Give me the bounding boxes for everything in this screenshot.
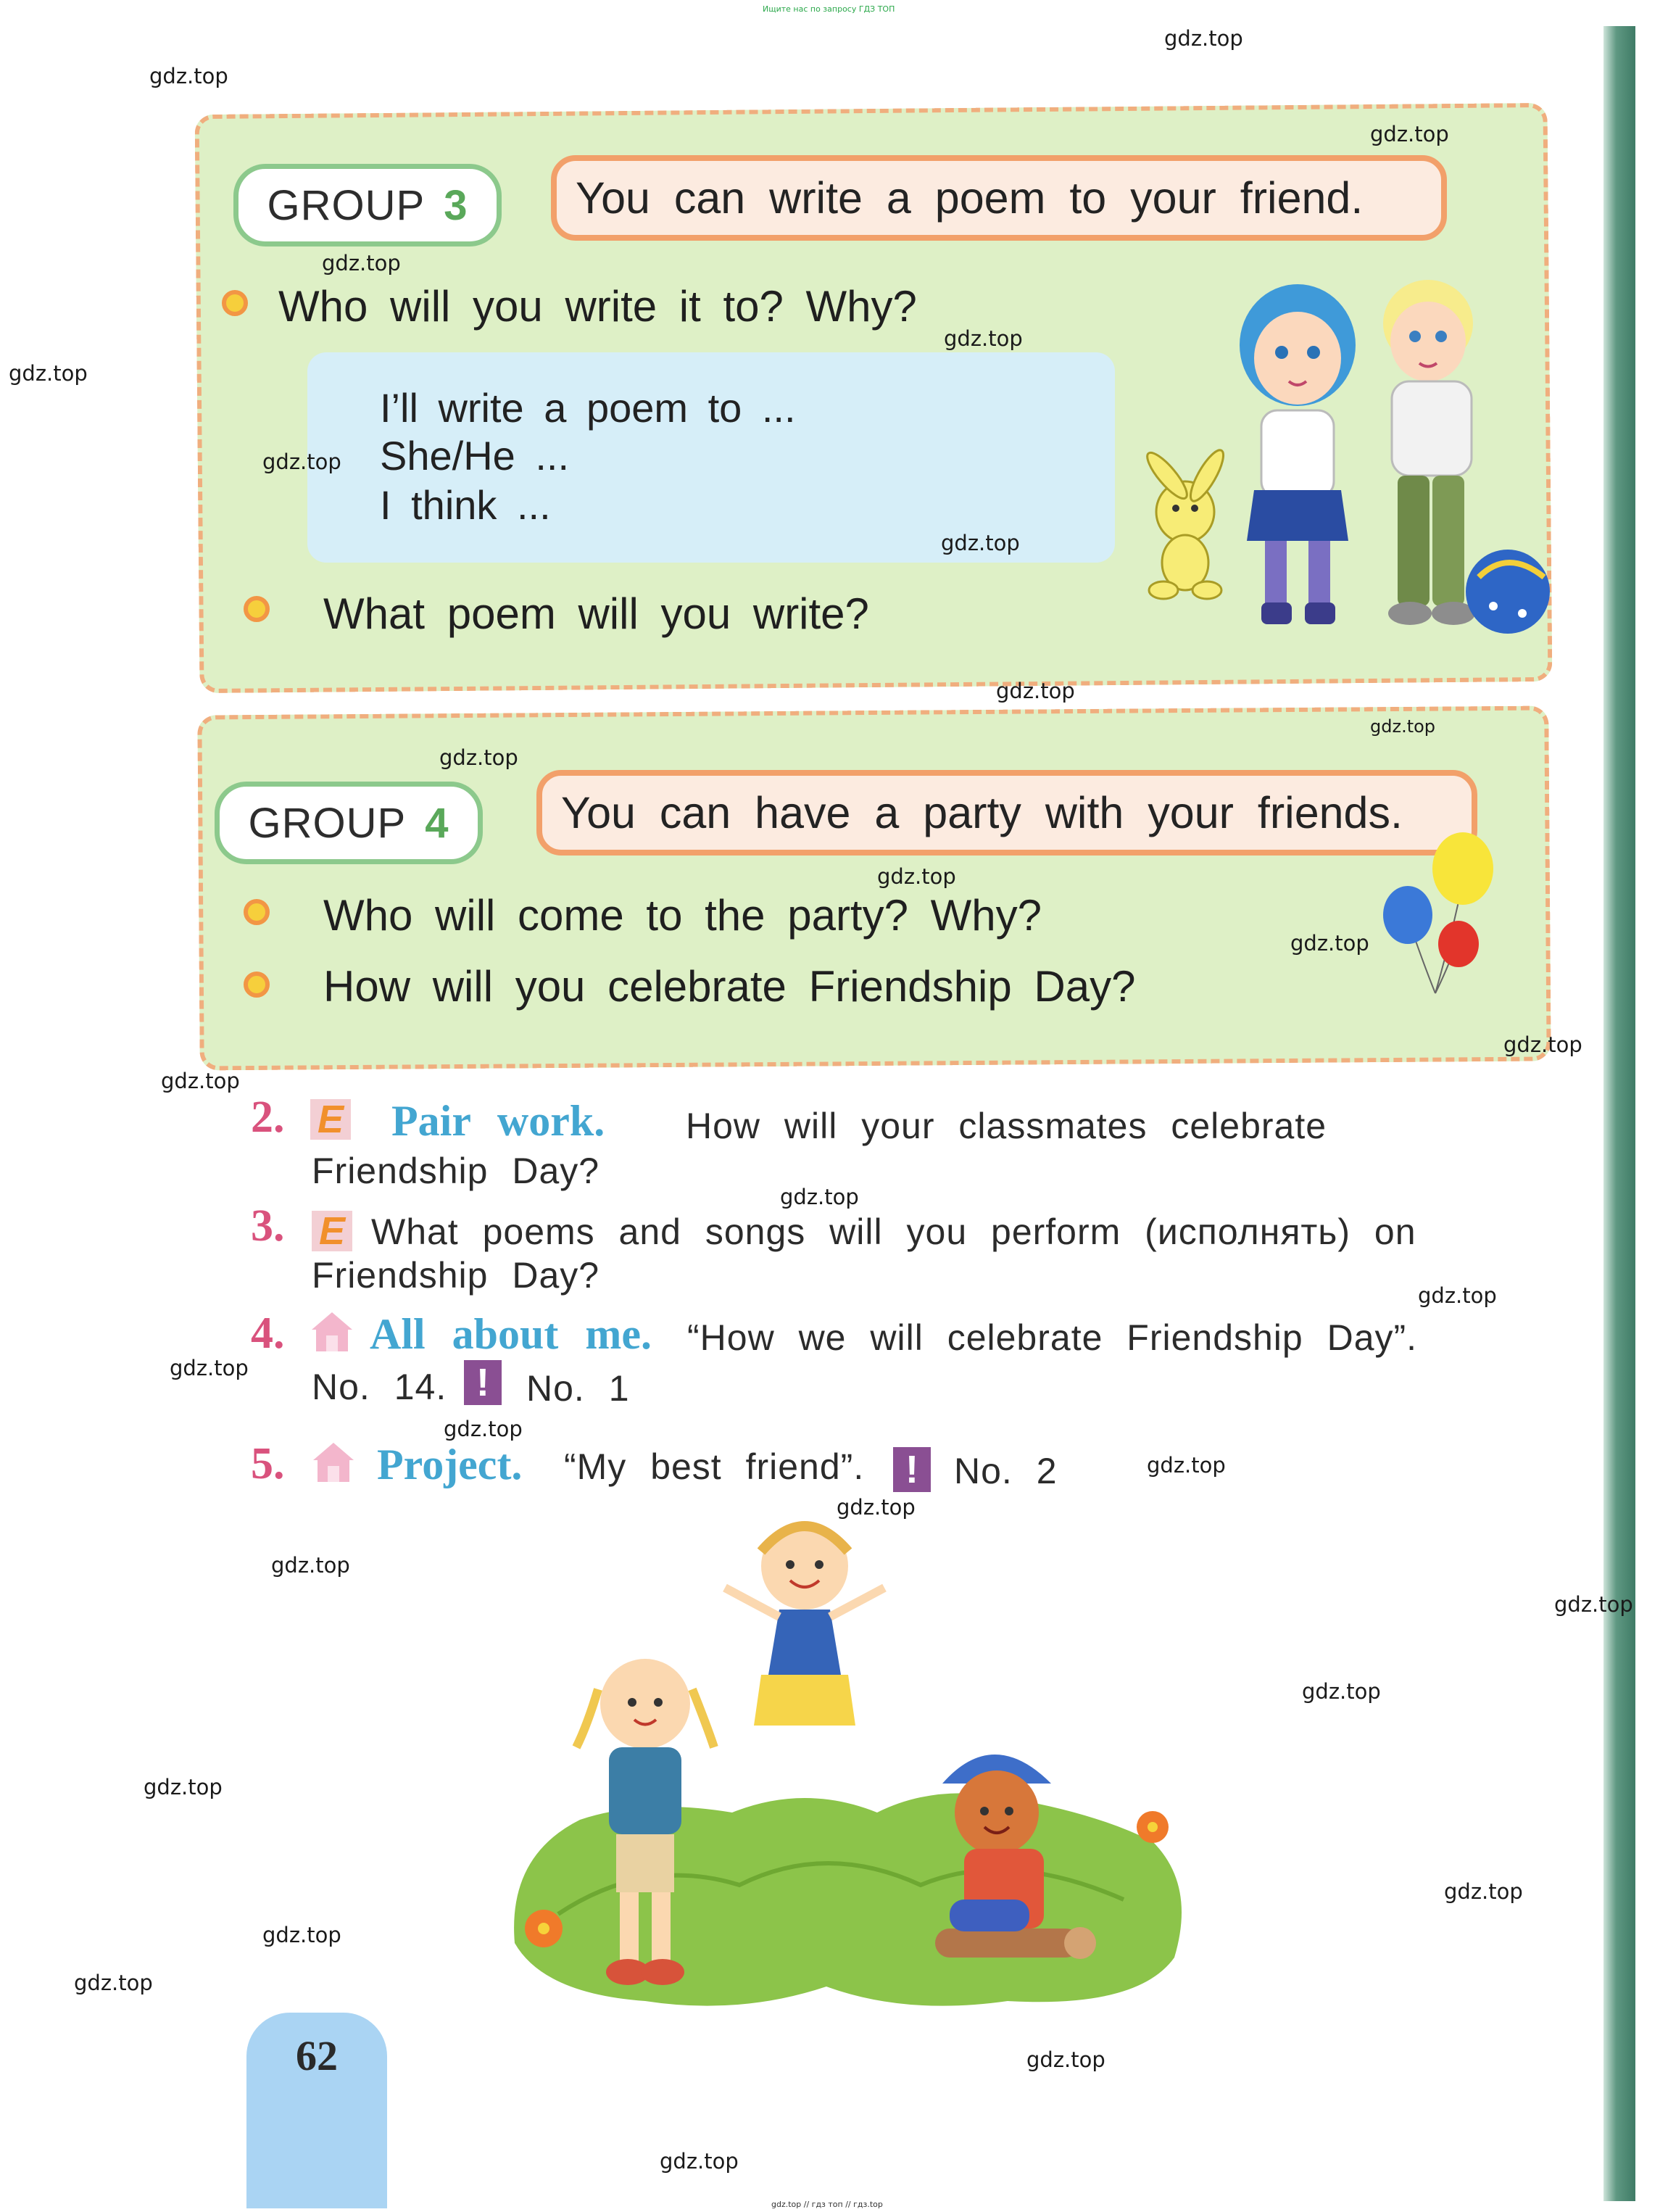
e-icon-letter: E <box>319 1209 346 1253</box>
bottom-notice: gdz.top // гдз топ // гдз.top <box>771 2200 883 2209</box>
balloons-icon <box>1377 827 1508 1001</box>
exercise-4-heading: All about me. <box>370 1310 652 1358</box>
watermark: gdz.top <box>1026 2047 1105 2072</box>
watermark: gdz.top <box>262 450 341 474</box>
watermark: gdz.top <box>1444 1879 1523 1904</box>
watermark: gdz.top <box>9 361 88 386</box>
page-number: 62 <box>296 2032 338 2079</box>
group3-banner-text: You can write a poem to your friend. <box>576 173 1364 223</box>
ball <box>1466 550 1550 634</box>
watermark: gdz.top <box>780 1185 859 1209</box>
exercise-4-number: 4. <box>251 1309 285 1358</box>
watermark: gdz.top <box>660 2149 739 2174</box>
group3-question-1: Who will you write it to? Why? <box>278 282 917 331</box>
group4-badge-word: GROUP <box>248 799 407 847</box>
group3-prompt-2: She/He ... <box>380 433 570 479</box>
children-illustration <box>1116 273 1551 642</box>
top-notice: Ищите нас по запросу ГДЗ ТОП <box>763 4 895 14</box>
exercise-5-heading: Project. <box>377 1441 523 1488</box>
exercise-5-number: 5. <box>251 1439 285 1488</box>
watermark: gdz.top <box>322 251 401 276</box>
exercise-3-number: 3. <box>251 1201 285 1251</box>
watermark: gdz.top <box>439 745 518 770</box>
watermark: gdz.top <box>1370 122 1449 146</box>
group3-badge-number: 3 <box>444 181 468 229</box>
watermark: gdz.top <box>1370 716 1436 737</box>
exercise-3-text-2: Friendship Day? <box>312 1255 600 1296</box>
watermark: gdz.top <box>170 1356 249 1380</box>
bunny-toy <box>1142 446 1229 599</box>
group3-prompt-3: I think ... <box>380 482 551 528</box>
watermark: gdz.top <box>941 531 1020 555</box>
group3-q1-bullet <box>222 290 248 316</box>
watermark: gdz.top <box>161 1069 240 1093</box>
exercise-e-icon <box>310 1099 351 1140</box>
book-spine <box>1603 26 1635 2201</box>
group3-prompt-1: I’ll write a poem to ... <box>380 385 796 431</box>
watermark: gdz.top <box>1503 1032 1582 1057</box>
exercise-2-number: 2. <box>251 1093 285 1142</box>
group4-badge-number: 4 <box>425 799 449 847</box>
watermark: gdz.top <box>444 1417 523 1441</box>
watermark: gdz.top <box>74 1971 153 1995</box>
group3-banner <box>551 155 1447 241</box>
group4-banner <box>536 770 1477 856</box>
group4-q2-bullet <box>244 972 270 998</box>
boy-figure <box>1383 280 1475 625</box>
group4-badge <box>215 782 483 864</box>
friends-on-hill-illustration <box>500 1508 1211 2016</box>
group3-question-2: What poem will you write? <box>323 589 869 638</box>
exercise-5-text-2: No. 2 <box>954 1451 1058 1491</box>
exclamation-icon: ! <box>464 1360 502 1405</box>
exercise-2-text-2: Friendship Day? <box>312 1151 600 1191</box>
exercise-2-heading: Pair work. <box>391 1097 605 1145</box>
watermark: gdz.top <box>1164 26 1243 51</box>
watermark: gdz.top <box>1554 1592 1633 1617</box>
watermark: gdz.top <box>1290 931 1369 956</box>
exercise-4-text-1: “How we will celebrate Friendship Day”. <box>687 1317 1418 1358</box>
exercise-5-text-1: “My best friend”. <box>564 1446 865 1487</box>
group4-question-1: Who will come to the party? Why? <box>323 891 1042 940</box>
exercise-e-icon <box>312 1211 352 1251</box>
watermark: gdz.top <box>271 1553 350 1578</box>
watermark: gdz.top <box>262 1923 341 1947</box>
watermark: gdz.top <box>1418 1283 1497 1308</box>
exercise-4-no-14: No. 14. <box>312 1367 447 1407</box>
girl-figure <box>1240 284 1356 624</box>
group4-panel <box>197 705 1551 1070</box>
exercise-2-text-1: How will your classmates celebrate <box>686 1106 1327 1146</box>
group4-banner-text: You can have a party with your friends. <box>561 788 1403 837</box>
home-icon <box>310 1311 354 1353</box>
exercise-4-no-1: No. 1 <box>526 1368 630 1409</box>
jumping-girl <box>725 1523 884 1726</box>
group4-q1-bullet <box>244 899 270 925</box>
exercise-3-text-1: What poems and songs will you perform (исполнять) on <box>371 1211 1416 1252</box>
watermark: gdz.top <box>144 1775 223 1799</box>
e-icon-letter: E <box>318 1098 344 1141</box>
watermark: gdz.top <box>149 64 228 88</box>
group3-q2-bullet <box>244 596 270 622</box>
group3-badge-word: GROUP <box>267 181 426 229</box>
watermark: gdz.top <box>1147 1453 1226 1478</box>
watermark: gdz.top <box>944 326 1023 351</box>
watermark: gdz.top <box>996 679 1075 703</box>
group3-badge <box>233 164 502 247</box>
watermark: gdz.top <box>837 1495 916 1520</box>
home-icon <box>312 1441 355 1483</box>
watermark: gdz.top <box>877 864 956 889</box>
exclamation-icon: ! <box>893 1447 931 1492</box>
group4-question-2: How will you celebrate Friendship Day? <box>323 962 1136 1011</box>
watermark: gdz.top <box>1302 1679 1381 1704</box>
